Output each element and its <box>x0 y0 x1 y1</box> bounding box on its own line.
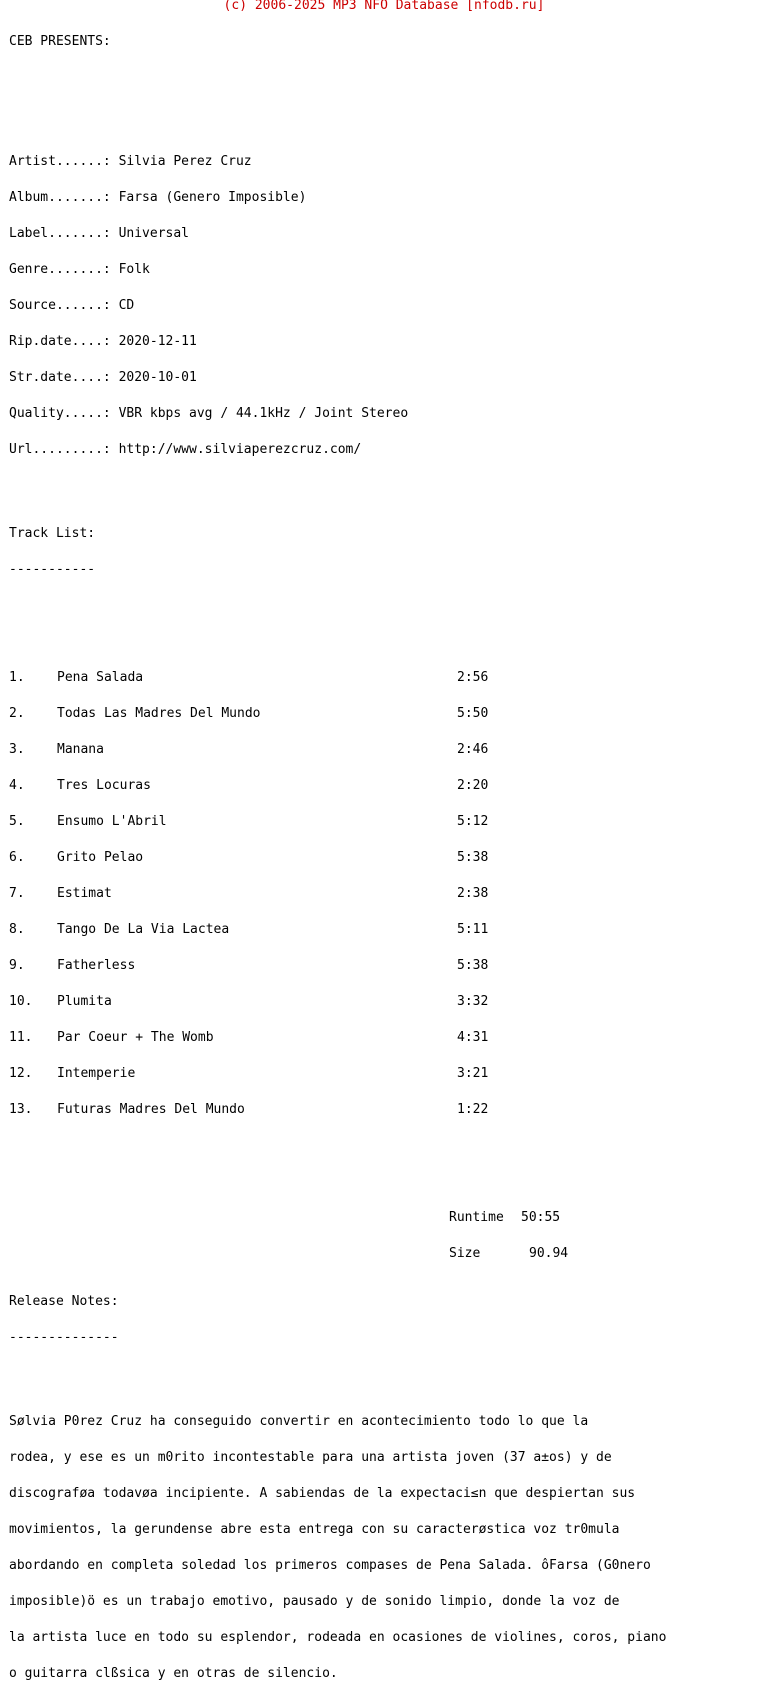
track-time: 2:46 <box>457 742 489 757</box>
track-time: 2:56 <box>457 670 489 685</box>
runtime-value: 50:55 <box>521 1210 561 1225</box>
track-title: Tres Locuras <box>57 778 151 793</box>
track-time: 3:32 <box>457 994 489 1009</box>
size-row <box>9 1248 666 1260</box>
track-row <box>9 816 666 828</box>
track-time: 3:21 <box>457 1066 489 1081</box>
track-title: Par Coeur + The Womb <box>57 1030 214 1045</box>
info-source: Source......: CD <box>9 298 135 313</box>
tracklist-heading: Track List: <box>9 526 96 541</box>
track-title: Grito Pelao <box>57 850 144 865</box>
track-time: 5:11 <box>457 922 489 937</box>
release-notes-line: Sølvia P0rez Cruz ha conseguido convertir en acontecimiento todo lo que la <box>9 1414 589 1429</box>
track-time: 5:50 <box>457 706 489 721</box>
track-title: Estimat <box>57 886 112 901</box>
track-list <box>9 648 666 1140</box>
site-banner: (c) 2006-2025 MP3 NFO Database [nfodb.ru] <box>223 0 545 13</box>
track-title: Tango De La Via Lactea <box>57 922 230 937</box>
release-notes-line: movimientos, la gerundense abre esta entrega con su caracterøstica voz tr0mula <box>9 1522 620 1537</box>
track-time: 5:38 <box>457 850 489 865</box>
blank-line <box>9 480 666 492</box>
size-value: 90.94 <box>529 1246 569 1261</box>
track-time: 4:31 <box>457 1030 489 1045</box>
track-row <box>9 744 666 756</box>
track-title: Intemperie <box>57 1066 136 1081</box>
size-label: Size <box>449 1246 481 1261</box>
info-label: Label.......: Universal <box>9 226 190 241</box>
track-title: Pena Salada <box>57 670 144 685</box>
release-notes-line: abordando en completa soledad los primeros compases de Pena Salada. ôFarsa (G0nero <box>9 1558 651 1573</box>
release-notes-line: la artista luce en todo su esplendor, rodeada en ocasiones de violines, coros, piano <box>9 1630 667 1645</box>
track-row <box>9 996 666 1008</box>
track-row <box>9 852 666 864</box>
track-row <box>9 960 666 972</box>
track-number: 6. <box>9 850 25 865</box>
info-album: Album.......: Farsa (Genero Imposible) <box>9 190 307 205</box>
track-row <box>9 1068 666 1080</box>
blank-line <box>9 72 666 84</box>
release-notes-line: rodea, y ese es un m0rito incontestable para una artista joven (37 a±os) y de <box>9 1450 612 1465</box>
track-number: 11. <box>9 1030 33 1045</box>
track-row <box>9 1032 666 1044</box>
track-number: 1. <box>9 670 25 685</box>
nfo-document <box>9 12 666 1704</box>
info-url: Url.........: http://www.silviaperezcruz.com/ <box>9 442 362 457</box>
blank-line <box>9 600 666 612</box>
release-notes-line: imposible)ö es un trabajo emotivo, pausado y de sonido limpio, donde la voz de <box>9 1594 620 1609</box>
release-notes-line: discograføa todavøa incipiente. A sabiendas de la expectaci≤n que despiertan sus <box>9 1486 636 1501</box>
track-number: 12. <box>9 1066 33 1081</box>
track-number: 9. <box>9 958 25 973</box>
track-number: 7. <box>9 886 25 901</box>
track-time: 2:38 <box>457 886 489 901</box>
runtime-row <box>9 1212 666 1224</box>
track-title: Todas Las Madres Del Mundo <box>57 706 261 721</box>
track-row <box>9 888 666 900</box>
track-number: 3. <box>9 742 25 757</box>
info-str-date: Str.date....: 2020-10-01 <box>9 370 197 385</box>
track-number: 2. <box>9 706 25 721</box>
track-number: 10. <box>9 994 33 1009</box>
release-notes-heading: Release Notes: <box>9 1294 119 1309</box>
runtime-label: Runtime <box>449 1210 504 1225</box>
blank-line <box>9 1368 666 1380</box>
info-rip-date: Rip.date....: 2020-12-11 <box>9 334 197 349</box>
track-row <box>9 672 666 684</box>
track-title: Fatherless <box>57 958 136 973</box>
info-genre: Genre.......: Folk <box>9 262 150 277</box>
blank-line <box>9 1176 666 1188</box>
track-row <box>9 924 666 936</box>
tracklist-underline: ----------- <box>9 562 96 577</box>
track-row <box>9 780 666 792</box>
track-title: Manana <box>57 742 104 757</box>
track-number: 8. <box>9 922 25 937</box>
track-row <box>9 708 666 720</box>
presents-header: CEB PRESENTS: <box>9 34 111 49</box>
track-title: Ensumo L'Abril <box>57 814 167 829</box>
track-row <box>9 1104 666 1116</box>
release-notes-underline: -------------- <box>9 1330 119 1345</box>
track-time: 5:38 <box>457 958 489 973</box>
track-title: Futuras Madres Del Mundo <box>57 1102 245 1117</box>
track-title: Plumita <box>57 994 112 1009</box>
track-number: 4. <box>9 778 25 793</box>
info-quality: Quality.....: VBR kbps avg / 44.1kHz / Joint Stereo <box>9 406 409 421</box>
track-time: 1:22 <box>457 1102 489 1117</box>
blank-line <box>9 108 666 120</box>
track-number: 5. <box>9 814 25 829</box>
release-notes-line: o guitarra clßsica y en otras de silencio. <box>9 1666 338 1681</box>
info-artist: Artist......: Silvia Perez Cruz <box>9 154 252 169</box>
track-time: 5:12 <box>457 814 489 829</box>
track-time: 2:20 <box>457 778 489 793</box>
track-number: 13. <box>9 1102 33 1117</box>
